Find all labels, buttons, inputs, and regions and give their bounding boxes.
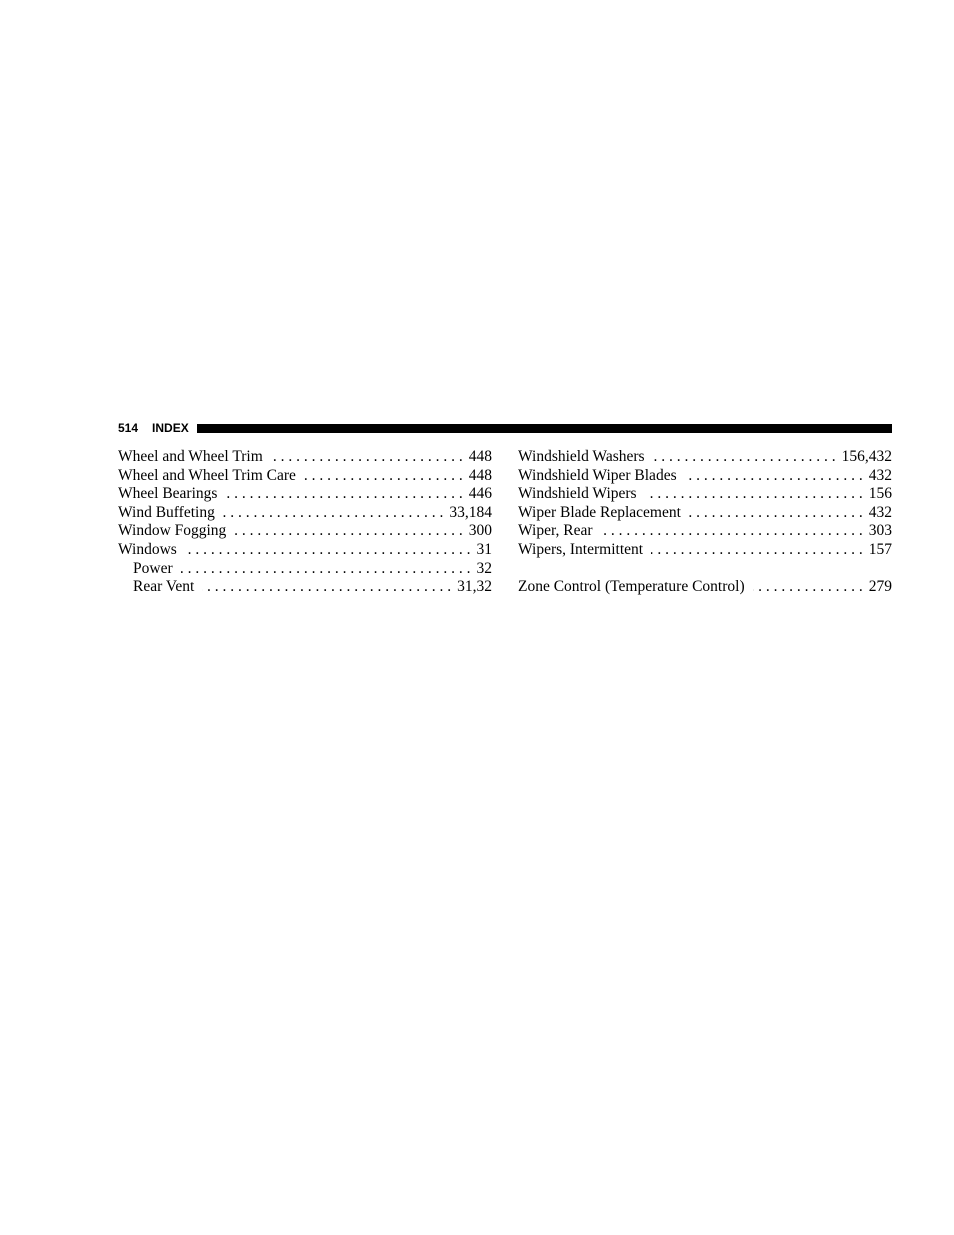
dot-leader [653,448,836,467]
index-term: Wheel and Wheel Trim Care [118,466,296,484]
dot-leader [601,522,863,541]
index-entry [118,522,492,541]
index-term: Window Fogging [118,522,227,540]
dot-leader [181,560,471,579]
index-entry [518,522,892,541]
index-entry [518,578,892,597]
index-subentry [118,560,492,579]
page-number: 514 [118,421,139,435]
index-term: Wheel Bearings [118,485,218,503]
dot-leader [753,578,863,597]
index-pages: 156,432 [841,448,892,465]
dot-leader [685,467,863,486]
index-term: Wind Buffeting [118,503,215,521]
index-pages: 448 [468,466,492,484]
index-entry [518,467,892,486]
index-pages: 156 [868,485,892,503]
index-pages: 300 [468,522,492,540]
index-column-right [518,448,892,597]
index-term: Windows [118,540,177,558]
index-term: Zone Control (Temperature Control) [518,578,745,596]
dot-leader [202,578,451,597]
index-pages: 279 [868,578,892,596]
dot-leader [185,541,471,560]
index-pages: 303 [868,522,892,540]
index-pages: 157 [868,540,892,558]
index-term: Windshield Washers [518,448,645,465]
section-title: INDEX [152,421,189,435]
index-entry [518,485,892,504]
index-entry [518,448,892,467]
index-entry [118,467,492,486]
index-pages: 448 [468,448,492,465]
index-subentry [118,578,492,597]
index-pages: 432 [868,466,892,484]
index-term: Rear Vent [133,578,195,596]
index-pages: 32 [476,559,492,577]
index-entry [118,541,492,560]
index-pages: 31 [476,540,492,558]
index-term: Windshield Wiper Blades [518,466,677,484]
index-column-left [118,448,492,597]
dot-leader [645,485,863,504]
index-pages: 446 [468,485,492,503]
index-pages: 432 [868,503,892,521]
dot-leader [689,504,863,523]
dot-leader [225,485,462,504]
running-header [118,420,892,436]
index-term: Wheel and Wheel Trim [118,448,263,465]
dot-leader [304,467,463,486]
index-term: Wiper Blade Replacement [518,503,681,521]
dot-leader [651,541,863,560]
index-entry [518,541,892,560]
index-pages: 33,184 [449,503,492,521]
dot-leader [223,504,444,523]
index-entry [518,504,892,523]
index-entry [118,485,492,504]
index-pages: 31,32 [457,578,492,596]
index-term: Windshield Wipers [518,485,637,503]
index-entry [118,448,492,467]
dot-leader [234,522,462,541]
index-entry [118,504,492,523]
index-term: Power [133,559,173,577]
index-term: Wiper, Rear [518,522,593,540]
index-term: Wipers, Intermittent [518,540,644,558]
dot-leader [271,448,463,467]
header-rule [197,424,892,433]
